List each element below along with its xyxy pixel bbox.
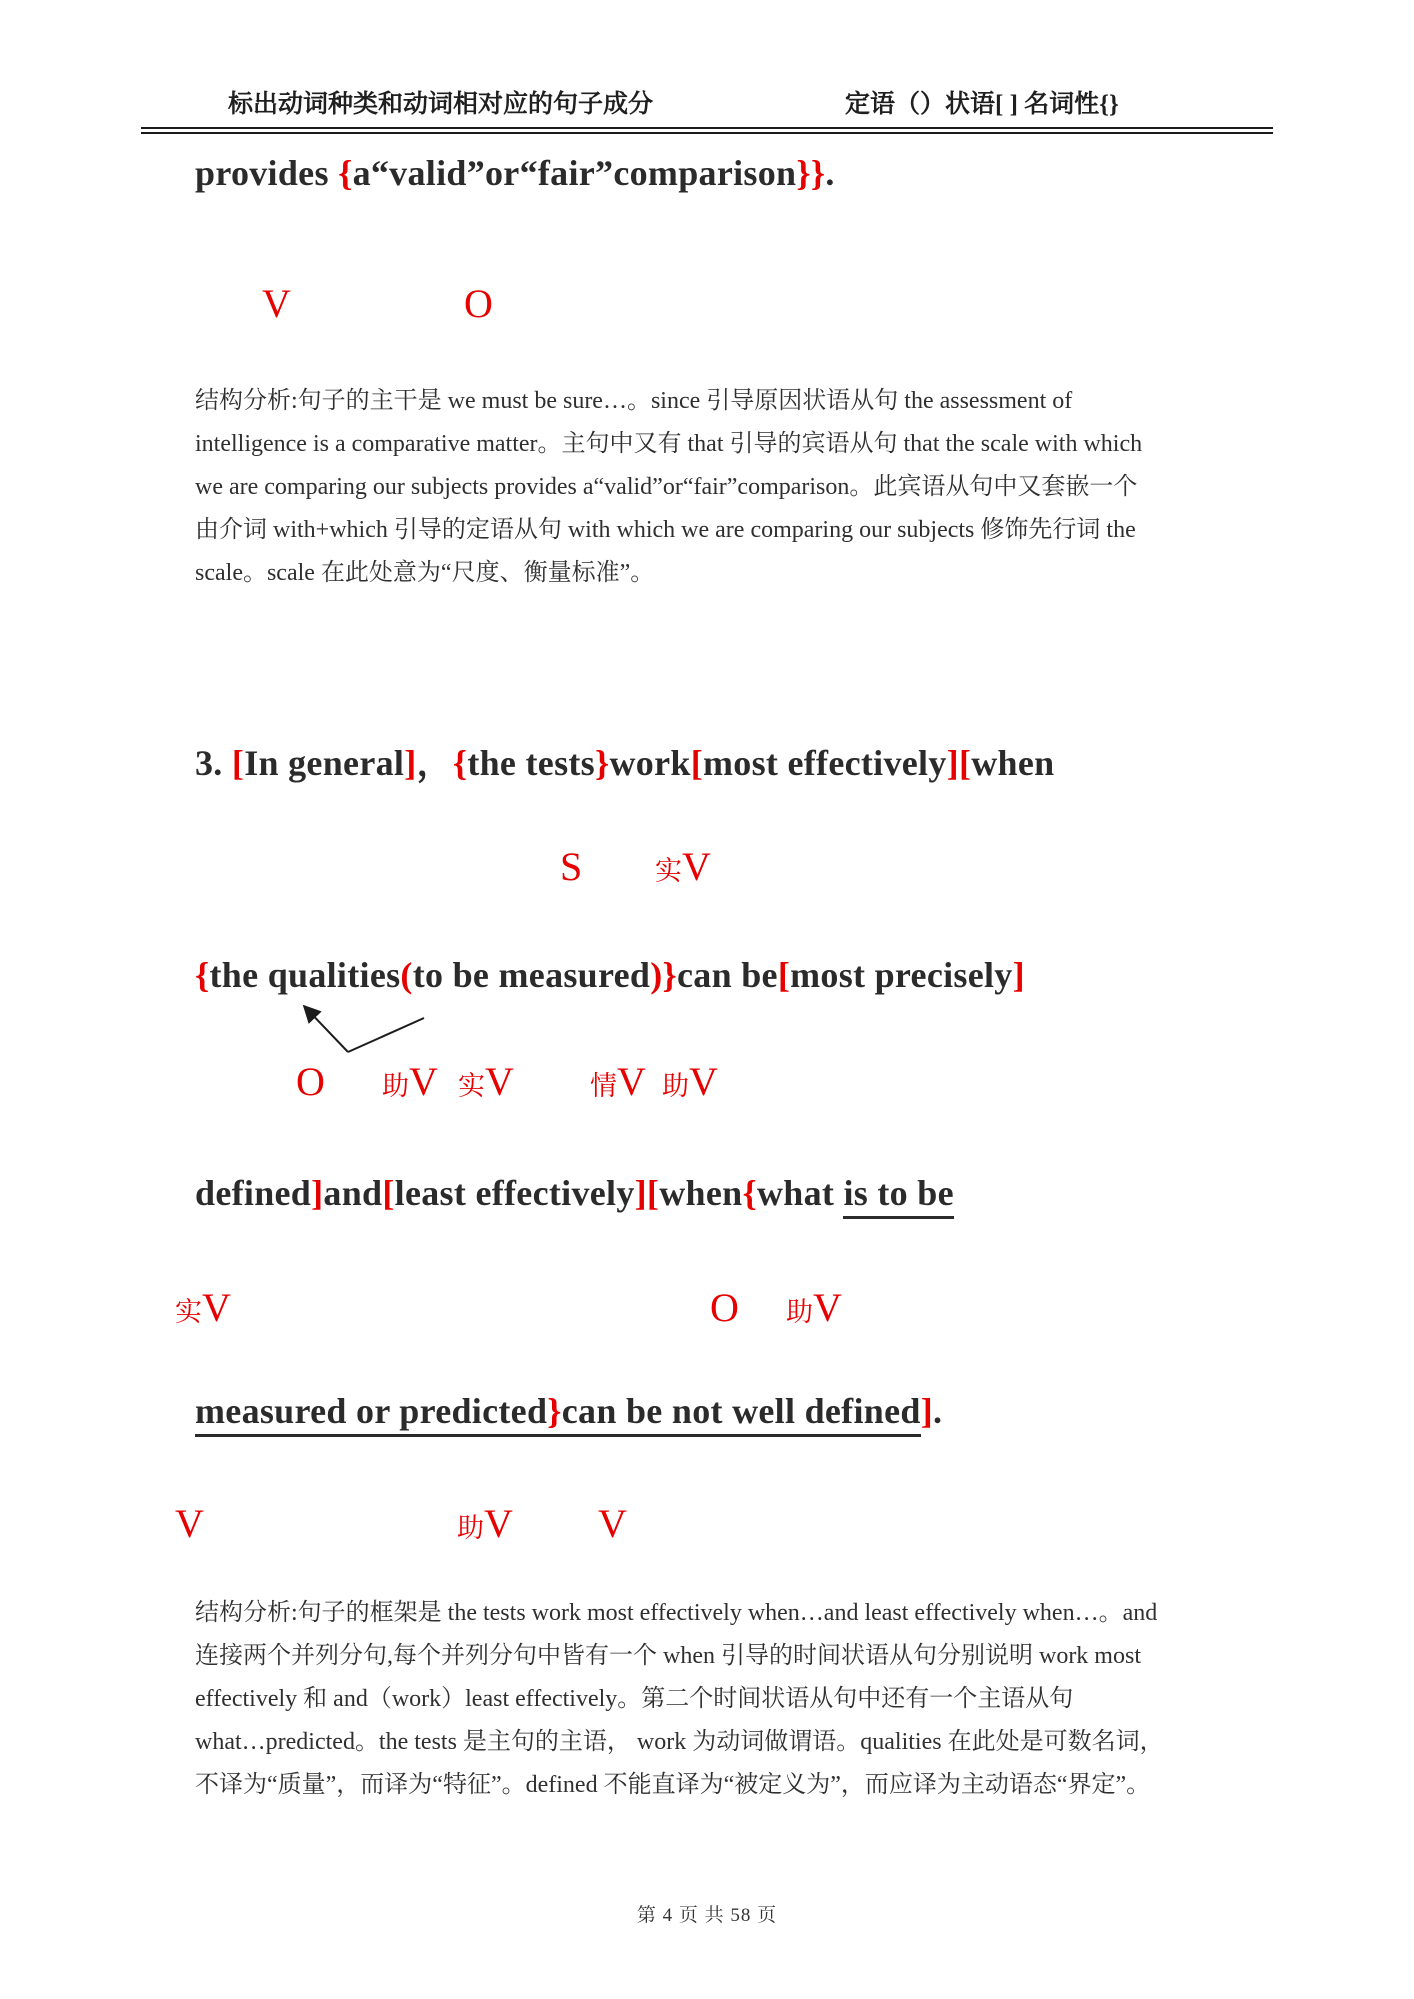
sentence3-line3 [195, 1168, 954, 1218]
sentence-segment: 3. [195, 743, 232, 783]
sentence-segment: when [659, 1173, 743, 1213]
sentence-segment: { [452, 743, 468, 783]
sentence2-verb-annotations [0, 282, 1414, 346]
analysis-line: 结构分析:句子的框架是 the tests work most effectively when…and least effectively when…。and [195, 1600, 1158, 1626]
grammar-token: V [262, 281, 291, 326]
sentence2-analysis-paragraph [195, 380, 1235, 595]
sentence-segment: most effectively [702, 743, 947, 783]
analysis-line: 结构分析:句子的主干是 we must be sure…。since 引导原因状语从句 the assessment of [195, 388, 1073, 414]
header-left-title: 标出动词种类和动词相对应的句子成分 [228, 91, 654, 118]
sentence-segment: work [609, 743, 691, 783]
sentence-segment: ] [311, 1173, 324, 1213]
sentence-segment: can be [677, 955, 778, 995]
analysis-line: scale。scale 在此处意为“尺度、衡量标准”。 [195, 560, 655, 586]
sentence-segment: In general [244, 743, 405, 783]
annotation-arrows [290, 998, 450, 1064]
header-rule-bottom [141, 132, 1273, 134]
sentence-segment: measured or predicted [195, 1391, 547, 1437]
grammar-token: S [560, 844, 583, 889]
analysis-line: effectively 和 and（work）least effectively。第二个时间状语从句中还有一个主语从句 [195, 1686, 1074, 1712]
sentence3-annotations-row1 [0, 845, 1414, 909]
grammar-token: V [598, 1501, 627, 1546]
sentence-segment: ， [416, 743, 453, 783]
grammar-token: 实V [175, 1285, 231, 1330]
grammar-token: 助V [457, 1501, 513, 1546]
sentence-segment: a“valid”or“fair”comparison [352, 153, 797, 193]
sentence-segment: } [594, 743, 610, 783]
sentence-segment: [ [382, 1173, 395, 1213]
sentence-segment: { [338, 153, 353, 193]
arrow-line-right [348, 1018, 424, 1052]
sentence-segment: . [825, 153, 835, 193]
sentence-segment: [ [777, 955, 791, 995]
sentence3-analysis-paragraph [195, 1592, 1235, 1807]
sentence-segment: { [195, 955, 210, 995]
sentence-segment: { [742, 1173, 757, 1213]
sentence-segment: most precisely [790, 955, 1013, 995]
grammar-token: 情V [590, 1059, 646, 1104]
sentence-segment: [ [690, 743, 703, 783]
analysis-line: 由介词 with+which 引导的定语从句 with which we are comparing our subjects 修饰先行词 the [195, 517, 1136, 543]
header-right-legend: 定语（）状语[ ] 名词性{} [845, 91, 1119, 118]
sentence3-line1 [195, 738, 1054, 788]
grammar-token: 助V [382, 1059, 438, 1104]
grammar-token: V [175, 1501, 204, 1546]
sentence-segment: when [971, 743, 1055, 783]
sentence-segment: the qualities [209, 955, 401, 995]
grammar-token: O [710, 1285, 739, 1330]
analysis-line: 连接两个并列分句,每个并列分句中皆有一个 when 引导的时间状语从句分别说明 work most [195, 1643, 1141, 1669]
sentence-segment: to be measured [412, 955, 651, 995]
sentence-segment: what [756, 1173, 844, 1213]
header-rule-top [141, 127, 1273, 129]
sentence-segment: provides [195, 153, 339, 193]
sentence-segment: the tests [467, 743, 595, 783]
grammar-token: O [464, 281, 493, 326]
sentence-segment: ] [920, 1391, 933, 1431]
sentence-segment: ] [404, 743, 417, 783]
analysis-line: we are comparing our subjects provides a“valid”or“fair”comparison。此宾语从句中又套嵌一个 [195, 474, 1138, 500]
page-number: 第 4 页 共 58 页 [636, 1905, 778, 1926]
sentence-segment: )} [650, 955, 678, 995]
sentence3-line2 [195, 950, 1025, 1000]
analysis-line: intelligence is a comparative matter。主句中又有 that 引导的宾语从句 that the scale with which [195, 431, 1143, 457]
sentence2-tail-line [195, 148, 835, 198]
sentence-segment: . [932, 1391, 943, 1431]
sentence-segment: ][ [634, 1173, 660, 1213]
grammar-token: 实V [655, 844, 711, 889]
grammar-token: 助V [786, 1285, 842, 1330]
sentence-segment: is to be [843, 1173, 953, 1219]
sentence3-line4 [195, 1386, 942, 1436]
analysis-line: 不译为“质量”，而译为“特征”。defined 不能直译为“被定义为”，而应译为主动语态“界定”。 [195, 1772, 1151, 1798]
sentence-segment: and [323, 1173, 383, 1213]
sentence-segment: ( [400, 955, 413, 995]
analysis-line: what…predicted。the tests 是主句的主语， work 为动词做谓语。qualities 在此处是可数名词， [195, 1729, 1164, 1755]
sentence-segment: [ [231, 743, 245, 783]
sentence-segment: can be not well defined [562, 1391, 921, 1437]
sentence-segment: ] [946, 743, 959, 783]
sentence-segment: ] [1012, 955, 1025, 995]
sentence-segment: defined [195, 1173, 312, 1213]
sentence3-annotations-row2 [0, 1060, 1414, 1124]
sentence-segment: [ [958, 743, 972, 783]
sentence-segment: }} [796, 153, 826, 193]
grammar-token: O [296, 1059, 325, 1104]
sentence3-annotations-row3 [0, 1286, 1414, 1350]
sentence-segment: least effectively [394, 1173, 635, 1213]
sentence-segment: } [547, 1391, 562, 1437]
grammar-token: 实V [458, 1059, 514, 1104]
sentence3-annotations-row4 [0, 1502, 1414, 1566]
arrow-line-left [304, 1006, 348, 1052]
grammar-token: 助V [662, 1059, 718, 1104]
